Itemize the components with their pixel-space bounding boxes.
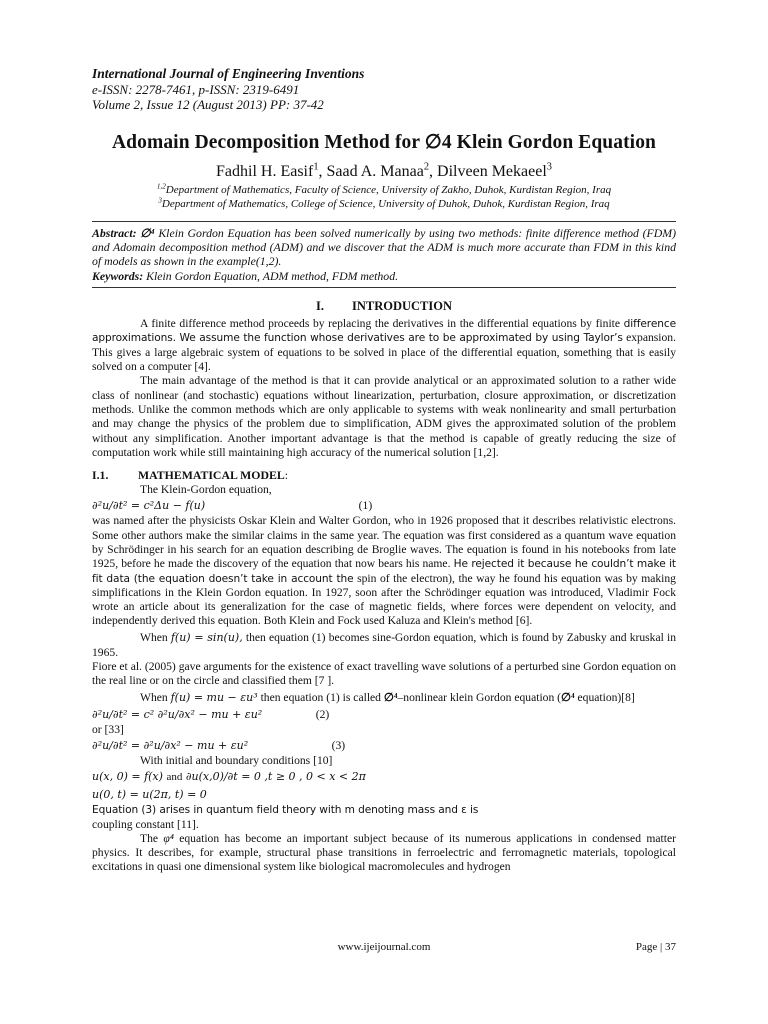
equation-number: (1) (358, 499, 373, 513)
subsection-colon: : (284, 468, 288, 483)
paragraph-text: then equation (1) becomes sine-Gordon equation, which is found by Zabusky and kruskal in 1965. (92, 630, 676, 659)
page-number: Page | 37 (635, 941, 676, 953)
equation-1 (92, 497, 676, 514)
paragraph-text: A finite difference method proceeds by replacing the derivatives in the differential equations by finite (140, 317, 621, 331)
abstract-label: Abstract: (92, 225, 137, 240)
equation-text: ∂²u/∂t² = ∂²u/∂x² − mu + εu² (92, 738, 249, 752)
author-list: Fadhil H. Easif$^1$, Saad A. Manaa$^2$, Dilveen Mekaeel$^3$ (216, 161, 552, 180)
section-title: INTRODUCTION (351, 299, 452, 314)
paragraph-text: When (140, 630, 168, 644)
journal-header (92, 66, 676, 113)
paragraph-text: equation has become an important subject because of its numerous applications in condensed matter physics. It describes, for example, structural phase transitions in ferroelectric and ferromagnetic materials, topological excitations in quasi one dimensional system like biological macromolecules and hydrogen (92, 831, 676, 874)
journal-name: International Journal of Engineering Inventions (92, 66, 365, 81)
equation-text: ∂²u/∂t² = c² ∂²u/∂x² − mu + εu² (92, 707, 263, 721)
equation-text: ∂u(x,0)/∂t = 0 ,t ≥ 0 , 0 < x < 2π (185, 770, 366, 784)
affiliation-text: Department of Mathematics, Faculty of Science, University of Zakho, Duhok, Kurdistan Region, Iraq (165, 183, 612, 196)
boundary-condition-1 (92, 768, 676, 786)
keywords-text: Klein Gordon Equation, ADM method, FDM method. (146, 268, 399, 283)
paragraph (92, 317, 676, 374)
phi4-symbol: φ⁴ (163, 831, 174, 845)
paragraph-text: Equation (3) arises in quantum field theory with m denoting mass and ε is (92, 804, 479, 817)
equation-number: (2) (315, 707, 330, 721)
paragraph: With initial and boundary conditions [10] (140, 753, 333, 767)
boundary-condition-2: u(0, t) = u(2π, t) = 0 (92, 788, 207, 802)
author-sup: 3 (546, 161, 552, 173)
model-body (92, 483, 676, 875)
abstract-box (92, 221, 676, 289)
paragraph-text: equation)[8] (577, 690, 635, 704)
author-name: Saad A. Manaa (326, 162, 424, 180)
paragraph-text: spin of the electron), the way he found his equation was by making simplifications in the Klein Gordon equation. In 1927, soon after the Schrödinger equation was introduced, Vladimir Fock wrote an article about its generalization for the case of magnetic fields, where forces were dependent on velocity, and independently derived this equation. Both Klein and Fock used Kaluza and Klein's method [6]. (92, 571, 676, 628)
equation-2 (92, 706, 676, 723)
equation-text: and (166, 771, 183, 784)
phi4-symbol: ∅⁴ (561, 690, 575, 704)
footer-url: www.ijeijournal.com (337, 941, 431, 953)
affiliation-line (92, 183, 676, 197)
paragraph: Fiore et al. (2005) gave arguments for the existence of exact travelling wave solutions of a perturbed sine Gordon equation on the real line or on the circle and classified them [7 ]. (92, 660, 676, 688)
paragraph-text: When (140, 690, 168, 704)
paper-page (92, 66, 676, 875)
affiliation-sup: 3 (158, 195, 162, 204)
keywords (92, 269, 676, 283)
affiliation-text: Department of Mathematics, College of Science, University of Duhok, Duhok, Kurdistan Region, Iraq (161, 197, 610, 210)
journal-issn: e-ISSN: 2278-7461, p-ISSN: 2319-6491 (92, 81, 300, 97)
inline-equation: f(u) = mu − εu³ (170, 690, 258, 704)
author-sup: 1 (313, 161, 319, 173)
paragraph-text: expansion. This gives a large algebraic system of equations to be solved in place of the differential equation, something that is easily solved on a computer [4]. (92, 331, 676, 374)
paragraph-text: was named after the physicists Oskar Klein and Walter Gordon, who in 1926 proposed that it describes relativistic electrons. Some other authors make the similar claims in the same year. The equation was first considered as a quantum wave equation by Schrödinger in his search for an equation describing de Broglie waves. The equation is found in his notebooks from late 1925, before he made the discovery of the equation that now bears his name. (92, 514, 676, 571)
paragraph-text: He rejected it because he couldn’t make it fit data (the equation doesn’t take in account the (92, 558, 676, 585)
intro-body (92, 317, 676, 460)
paragraph-text: The (140, 831, 159, 845)
paragraph (92, 689, 676, 706)
paragraph-text: coupling constant [11]. (92, 817, 199, 831)
paragraph (92, 514, 676, 628)
subsection-heading (92, 468, 676, 483)
abstract (92, 226, 676, 269)
paragraph-text: then equation (1) is called (260, 690, 381, 704)
affiliation-sup: 1,2 (156, 181, 166, 190)
equation-text: u(x, 0) = f(x) (92, 770, 163, 784)
author-name: Fadhil H. Easif (216, 162, 314, 180)
paragraph-text: –nonlinear klein Gordon equation ( (397, 690, 562, 704)
journal-volume: Volume 2, Issue 12 (August 2013) PP: 37-42 (92, 97, 324, 112)
paragraph (92, 629, 676, 660)
paragraph: The Klein-Gordon equation, (140, 483, 272, 497)
section-number: I. (315, 299, 324, 314)
paragraph-text: difference approximations. We assume the function whose derivatives are to be approximated by using Taylor’s (92, 318, 676, 345)
paragraph: The main advantage of the method is that it can provide analytical or an approximated solution to a rather wide class of nonlinear (and stochastic) equations without linearization, perturbation, closure approximation, or discretization methods. Unlike the common methods which are only applicable to systems with weak nonlinearity and small perturbation and may change the physics of the problem due to simplification, ADM gives the approximated solution of the problem without any simplification. Another important advantage is that the method is capable of greatly reducing the size of computation work while still maintaining high accuracy of the numerical solution [1,2]. (92, 374, 676, 459)
phi4-symbol: ∅⁴ (383, 690, 398, 704)
equation-text: ∂²u/∂t² = c²Δu − f(u) (92, 499, 206, 513)
subsection-number: I.1. (92, 468, 109, 483)
equation-number: (3) (331, 738, 346, 752)
abstract-text: Klein Gordon Equation has been solved numerically by using two methods: finite difference method (FDM) and Adomain decomposition method (ADM) and we discover that the ADM is much more accurate than FDM in this kind of models as shown in the example(1,2). (92, 225, 676, 269)
inline-equation: f(u) = sin(u), (170, 630, 243, 644)
paragraph (92, 803, 676, 832)
affiliations (92, 183, 676, 211)
paragraph (92, 832, 676, 875)
paragraph: or [33] (92, 722, 124, 736)
subsection-title: MATHEMATICAL MODEL (138, 468, 285, 483)
paper-title: Adomain Decomposition Method for ∅4 Klein Gordon Equation (112, 131, 656, 153)
author-name: Dilveen Mekaeel (437, 162, 547, 180)
affiliation-line (92, 197, 676, 211)
keywords-label: Keywords: (92, 268, 144, 283)
author-sup: 2 (423, 161, 430, 173)
section-heading (92, 299, 676, 314)
equation-3 (92, 737, 676, 754)
phi4-symbol: ∅⁴ (140, 225, 155, 240)
